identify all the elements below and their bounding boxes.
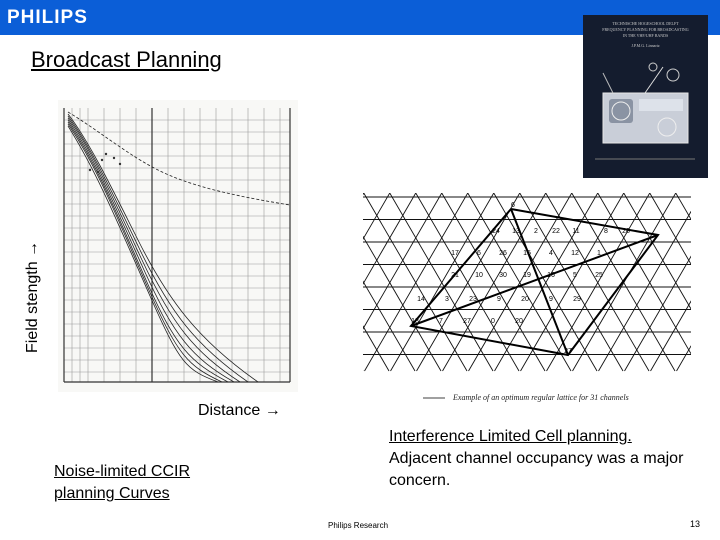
channel-number: 10: [475, 272, 483, 279]
ccir-propagation-curves: [58, 100, 298, 392]
channel-number: 9: [497, 296, 501, 303]
interference-caption-line2: Adjacent channel occupancy was a major concern.: [389, 450, 684, 489]
ccir-chart-svg: [58, 100, 298, 392]
channel-number: 7: [439, 318, 443, 325]
channel-number: 4: [549, 250, 553, 257]
channel-number: 0: [491, 318, 495, 325]
channel-number: 17: [451, 250, 459, 257]
ccir-caption: Noise-limited CCIR planning Curves: [54, 463, 191, 502]
book-title-line1: TECHNISCHE HOGESCHOOL DELFT: [612, 21, 679, 26]
channel-number: 30: [499, 272, 507, 279]
book-cover-image: [583, 15, 708, 178]
lattice-svg: [363, 193, 691, 408]
x-axis-label: Distance →: [198, 402, 281, 419]
y-axis-label: Field stength →: [24, 240, 41, 353]
channel-number: 20: [521, 296, 529, 303]
channel-number: 2: [534, 228, 538, 235]
interference-caption-line1: Interference Limited Cell planning.: [389, 428, 632, 445]
channel-number: 19: [523, 272, 531, 279]
interference-caption: [389, 426, 709, 492]
channel-number: 24: [492, 228, 500, 235]
channel-number: 9: [549, 296, 553, 303]
channel-number: 15: [523, 250, 531, 257]
channel-number: 6: [511, 202, 515, 209]
channel-number: 26: [499, 250, 507, 257]
channel-number: 21: [451, 272, 459, 279]
channel-number: 12: [571, 250, 579, 257]
lattice-caption: Example of an optimum regular lattice for 31 channels: [453, 393, 629, 402]
channel-number: 18: [411, 318, 419, 325]
radio-illustration: [583, 15, 708, 178]
channel-number: 23: [469, 296, 477, 303]
channel-number: 28: [622, 228, 630, 235]
channel-number: 22: [552, 228, 560, 235]
channel-number: 25: [595, 272, 603, 279]
channel-number: 27: [463, 318, 471, 325]
book-title-line2: FREQUENCY PLANNING FOR BROADCASTING: [602, 27, 689, 32]
channel-number: 8: [604, 228, 608, 235]
channel-number: 11: [572, 228, 580, 235]
slide-title: Broadcast Planning: [31, 47, 222, 72]
book-author: J.P.M.G. Linnartz: [631, 43, 660, 48]
channel-number: 27: [564, 348, 572, 355]
channel-number: 16: [547, 272, 555, 279]
channel-lattice-figure: [363, 193, 691, 408]
footer-organization: Philips Research: [328, 521, 389, 530]
channel-number: 1: [597, 250, 601, 257]
channel-number: 20: [515, 318, 523, 325]
philips-logo: PHILIPS: [7, 7, 88, 28]
channel-number: 3: [445, 296, 449, 303]
page-number: 13: [690, 519, 701, 529]
channel-number: 13: [512, 228, 520, 235]
book-title-line3: IN THE VHF/UHF BANDS: [622, 33, 669, 38]
channel-number: 14: [417, 296, 425, 303]
channel-number: 6: [477, 250, 481, 257]
channel-number: 5: [573, 272, 577, 279]
channel-number: 29: [573, 296, 581, 303]
